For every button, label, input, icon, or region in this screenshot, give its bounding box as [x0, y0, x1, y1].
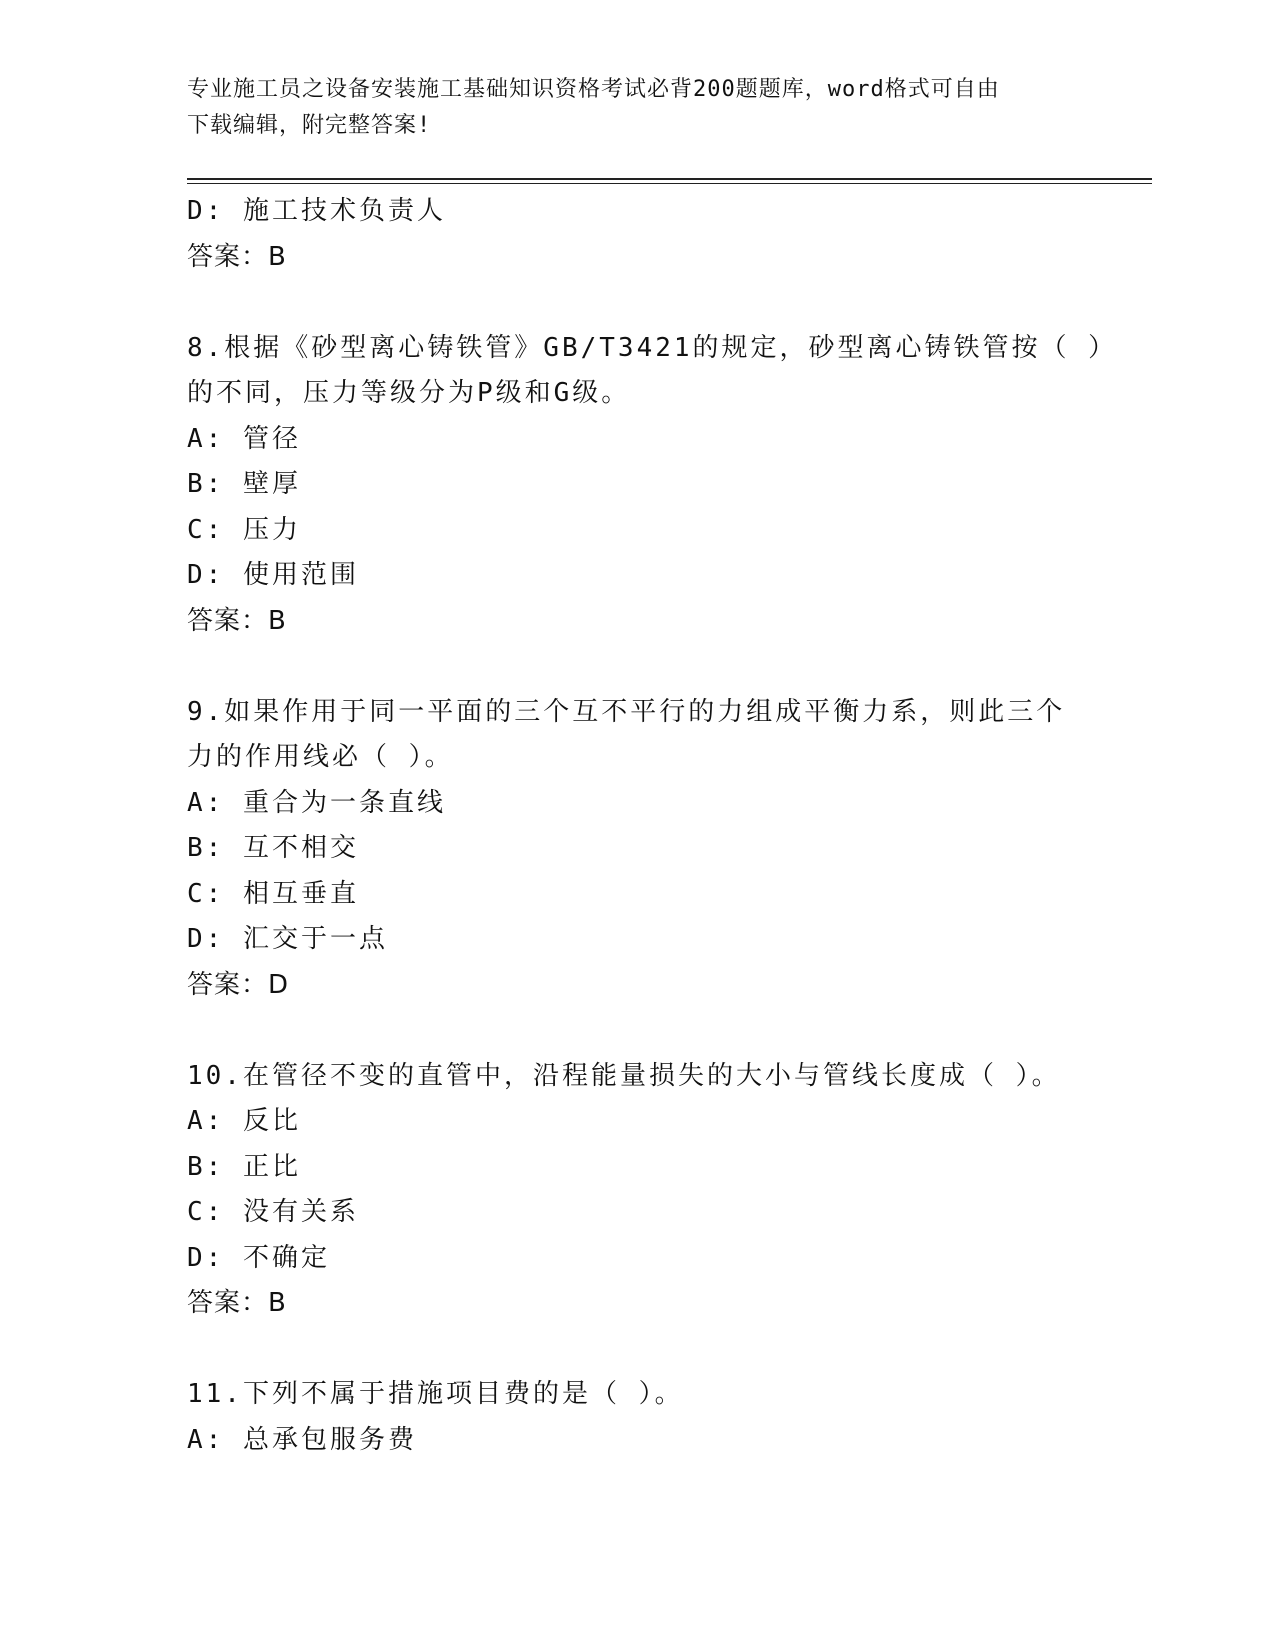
question-8	[187, 326, 1118, 645]
previous-question-tail	[187, 189, 1087, 280]
option-b: B: 正比	[187, 1151, 301, 1182]
question-stem-line-2: 力的作用线必（ ）。	[187, 742, 454, 772]
question-stem-line-2: 的不同，压力等级分为P级和G级。	[187, 378, 631, 408]
question-stem-line-1: 8.根据《砂型离心铸铁管》GB/T3421的规定，砂型离心铸铁管按（ ）	[187, 332, 1118, 363]
answer-line: 答案：D	[187, 969, 290, 1000]
question-10	[187, 1054, 1087, 1327]
option-d: D: 不确定	[187, 1242, 330, 1273]
document-header	[187, 72, 1067, 144]
question-9	[187, 690, 1087, 1009]
option-a: A: 反比	[187, 1106, 301, 1136]
option-b: B: 壁厚	[187, 469, 301, 499]
question-stem-line-1: 10.在管径不变的直管中，沿程能量损失的大小与管线长度成（ ）。	[187, 1060, 1061, 1091]
option-c: C: 相互垂直	[187, 878, 359, 909]
question-11	[187, 1372, 1087, 1463]
header-rule-thin	[187, 183, 1152, 184]
question-stem-line-1: 11.下列不属于措施项目费的是（ ）。	[187, 1379, 684, 1409]
option-a: A: 总承包服务费	[187, 1424, 417, 1455]
header-rule-thick	[187, 178, 1152, 180]
option-a: A: 管径	[187, 423, 301, 454]
question-stem-line-1: 9.如果作用于同一平面的三个互不平行的力组成平衡力系，则此三个	[187, 696, 1066, 727]
option-d: D: 使用范围	[187, 560, 359, 590]
header-line-2: 下载编辑，附完整答案!	[187, 113, 432, 138]
option-b: B: 互不相交	[187, 833, 359, 863]
option-c: C: 没有关系	[187, 1197, 359, 1227]
answer-line: 答案：B	[187, 1288, 287, 1318]
answer-line: 答案：B	[187, 605, 287, 636]
option-c: C: 压力	[187, 514, 301, 545]
header-line-1: 专业施工员之设备安装施工基础知识资格考试必背200题题库，word格式可自由	[187, 77, 1000, 102]
option-d: D: 施工技术负责人	[187, 196, 446, 226]
answer-line: 答案：B	[187, 241, 287, 272]
option-d: D: 汇交于一点	[187, 924, 388, 954]
document-body	[187, 189, 1118, 1463]
option-a: A: 重合为一条直线	[187, 787, 446, 818]
